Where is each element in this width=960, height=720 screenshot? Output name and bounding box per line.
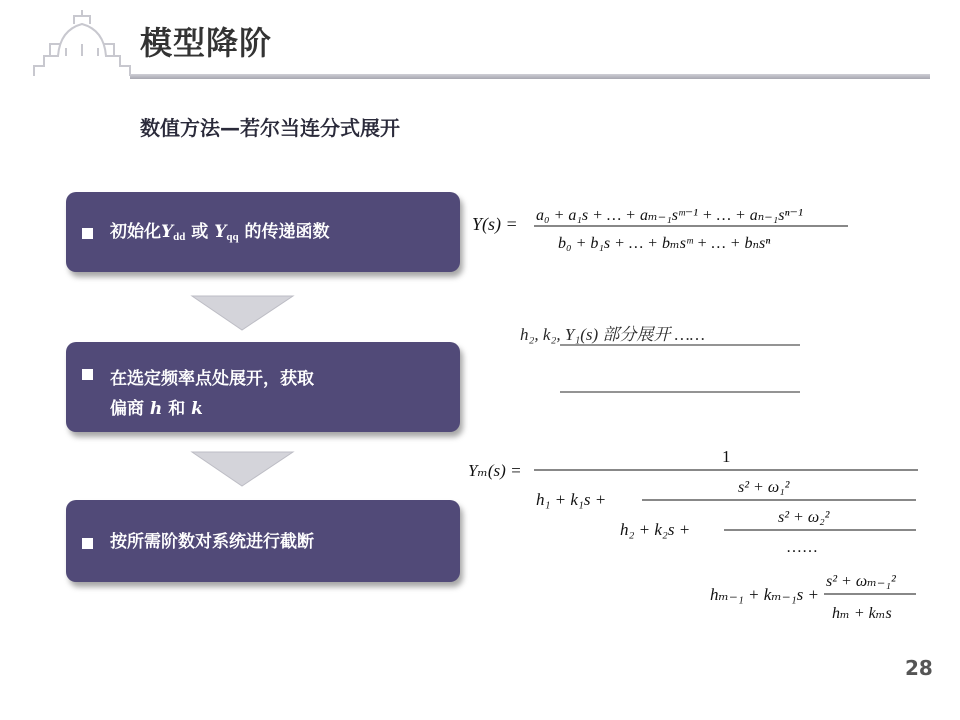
- step-text: [110, 223, 330, 243]
- step-truncate: [66, 500, 460, 582]
- var-sub-qq: qq: [226, 231, 239, 243]
- step-initialize: [66, 192, 460, 272]
- bullet-square-icon: [82, 369, 93, 380]
- cf2-head: h₂ + k₂s +: [620, 520, 691, 539]
- cf-ellipsis: ……: [786, 539, 818, 556]
- cf1-num: s² + ω₁²: [738, 479, 790, 496]
- expansion-formula-block: [520, 325, 800, 392]
- step-text-prefix: 偏商: [110, 399, 150, 419]
- formula-numerator: a₀ + a₁s + … + aₘ₋₁sᵐ⁻¹ + … + aₙ₋₁sⁿ⁻¹: [536, 207, 803, 224]
- step-text: 按所需阶数对系统进行截断: [110, 532, 314, 552]
- cf1-head: h₁ + k₁s +: [536, 490, 607, 509]
- building-logo-icon: [30, 8, 135, 84]
- page-number: 28: [905, 656, 933, 680]
- var-h: h: [149, 399, 163, 419]
- var-sub-dd: dd: [173, 231, 186, 243]
- var-y2: Y: [214, 222, 227, 242]
- step-text-line2: [110, 394, 314, 424]
- step-text-suffix: 的传递函数: [238, 222, 330, 242]
- var-k: k: [191, 399, 203, 419]
- step-text-or: 或: [185, 222, 215, 242]
- step-expand: [66, 342, 460, 432]
- formula-panel: [460, 180, 940, 630]
- section-subtitle: 数值方法—若尔当连分式展开: [140, 116, 400, 140]
- page-title: 模型降阶: [140, 24, 273, 62]
- last-den: hₘ + kₘs: [832, 605, 892, 622]
- step-text-and: 和: [162, 399, 192, 419]
- step-text: [110, 364, 314, 424]
- var-y: Y: [161, 222, 174, 242]
- header-divider: [130, 74, 930, 79]
- formula-ym: Yₘ(s) =: [468, 461, 522, 480]
- bullet-square-icon: [82, 538, 93, 549]
- down-arrow-icon: [190, 292, 295, 332]
- formula-ys: Y(s) =: [472, 214, 518, 234]
- formula-denominator: b₀ + b₁s + … + bₘsᵐ + … + bₙsⁿ: [558, 235, 771, 252]
- last-num: s² + ωₘ₋₁²: [826, 573, 896, 590]
- bullet-square-icon: [82, 228, 93, 239]
- cf2-num: s² + ω₂²: [778, 509, 830, 526]
- last-head: hₘ₋₁ + kₘ₋₁s +: [710, 585, 819, 604]
- step-text-prefix: 初始化: [110, 222, 161, 242]
- step-text-line1: 在选定频率点处展开，获取: [110, 369, 314, 389]
- down-arrow-icon: [190, 448, 295, 488]
- formula-middle: h₂, k₂, Y₁(s) 部分展开 ……: [520, 325, 705, 344]
- formula-one: 1: [722, 447, 731, 466]
